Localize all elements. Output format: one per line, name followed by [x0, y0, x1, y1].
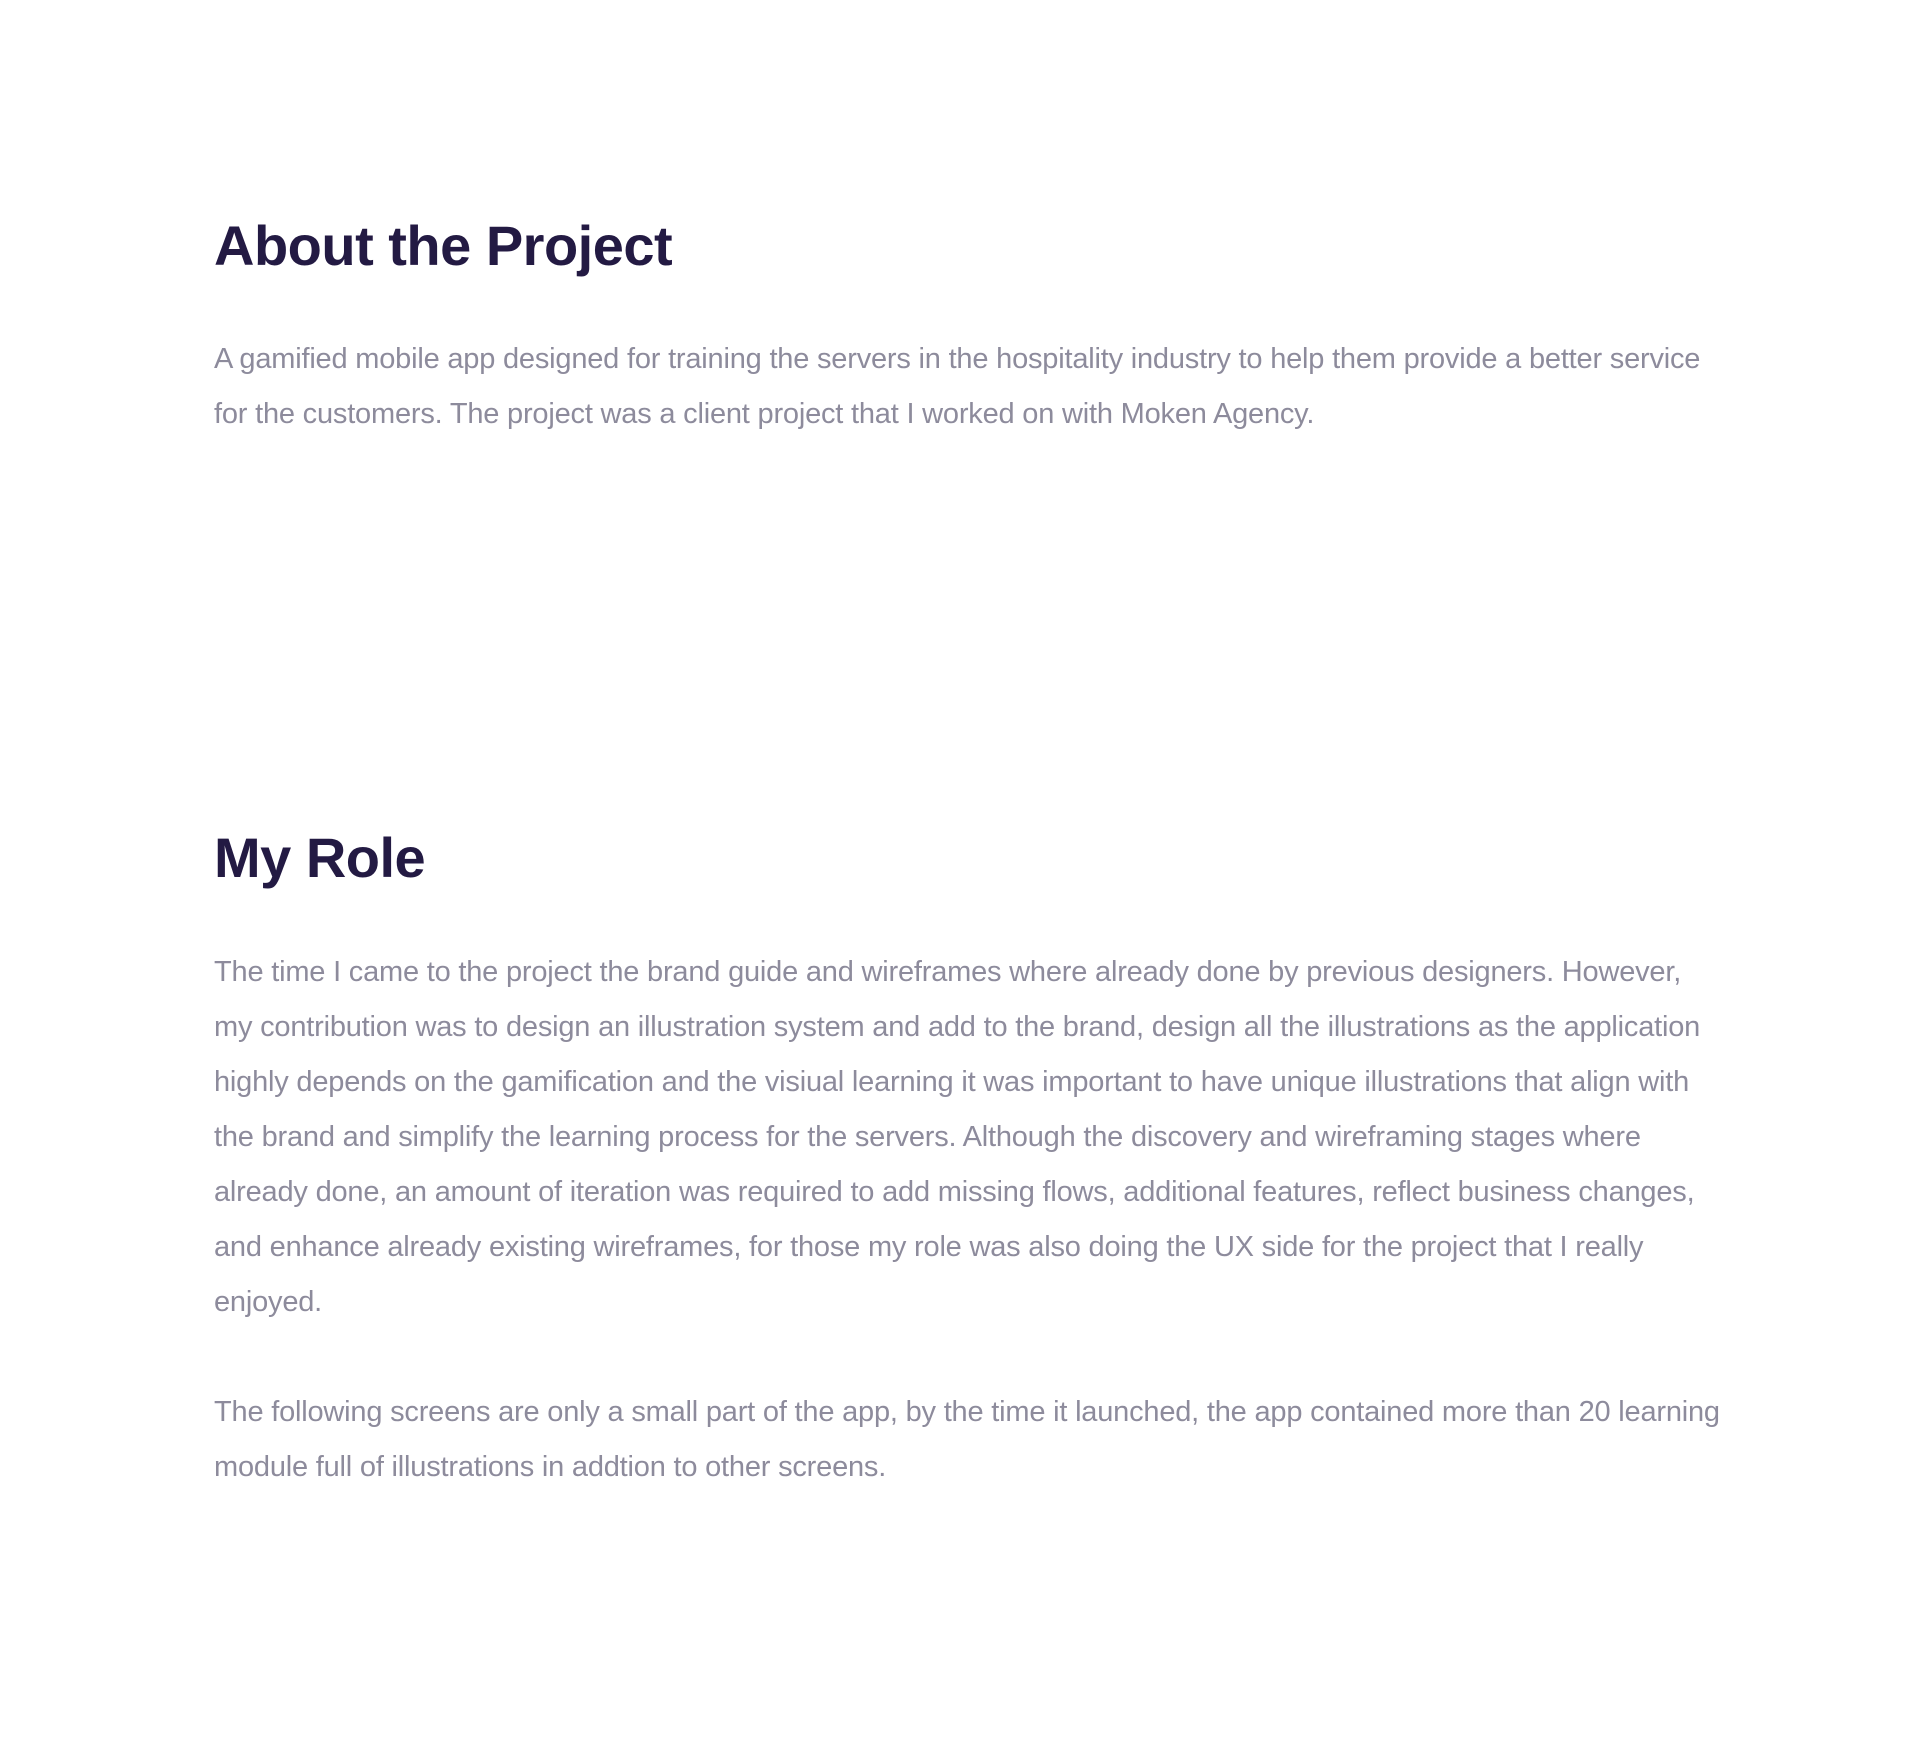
- my-role-paragraph-2: The following screens are only a small part of the app, by the time it launched, the app contained more than 20 learning module full of illustrations in addtion to other screens.: [214, 1396, 1720, 1483]
- my-role-paragraph-1: The time I came to the project the brand guide and wireframes where already done by previous designers. However, my contribution was to design an illustration system and add to the brand, design all the illustrations as the application highly depends on the gamification and the visiual learning it was important to have unique illustrations that align with the brand and simplify the learning process for the servers. Although the discovery and wireframing stages where already done, an amount of iteration was required to add missing flows, additional features, reflect business changes, and enhance already existing wireframes, for those my role was also doing the UX side for the project that I really enjoyed.: [214, 956, 1701, 1318]
- about-project-description: A gamified mobile app designed for training the servers in the hospitality industry to help them provide a better service for the customers. The project was a client project that I worked on with Moken Agency.: [214, 343, 1701, 430]
- about-project-heading: About the Project: [214, 214, 673, 277]
- my-role-heading: My Role: [214, 826, 426, 889]
- about-project-section: [214, 200, 1724, 442]
- my-role-section: [214, 812, 1724, 1495]
